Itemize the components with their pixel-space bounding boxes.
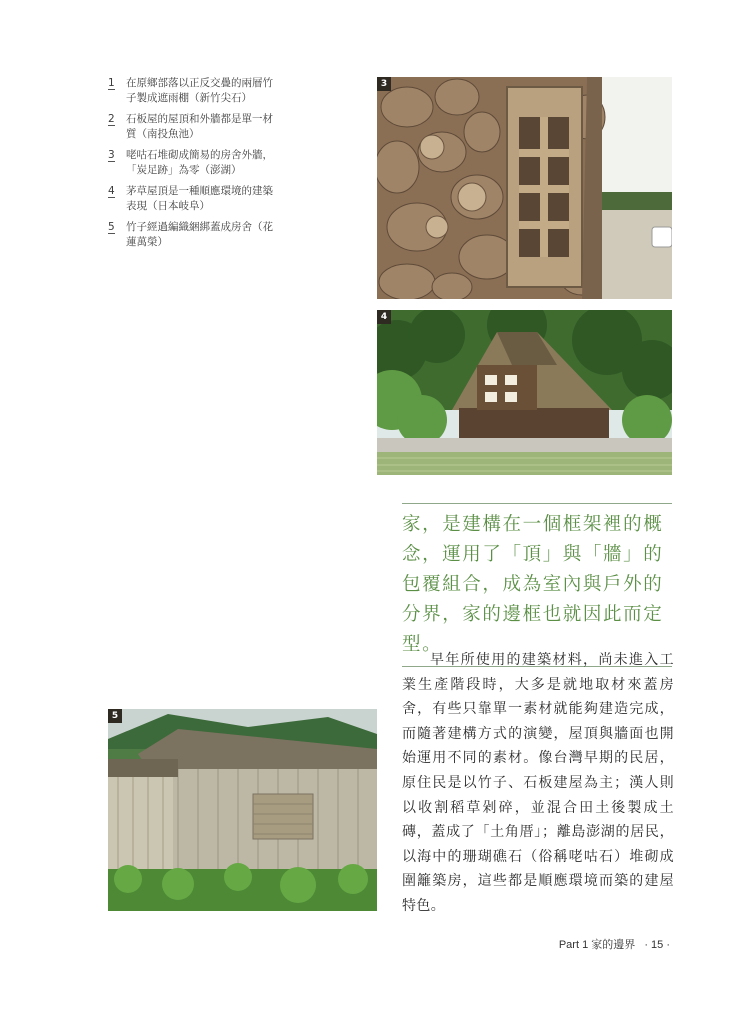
caption-number: 5	[108, 221, 115, 233]
caption-number: 1	[108, 77, 115, 89]
caption-item	[108, 220, 276, 250]
caption-text: 咾咕石堆砌成簡易的房舍外牆，「炭足跡」為零（澎湖）	[126, 149, 273, 176]
page-number: · 15 ·	[644, 939, 670, 951]
pull-quote	[402, 503, 672, 667]
photo-number-badge: 3	[377, 77, 391, 91]
caption-text: 竹子經過編織綑綁蓋成房舍（花蓮萬榮）	[126, 221, 273, 248]
page-footer	[559, 936, 670, 952]
footer-section-title: Part 1 家的邊界	[558, 939, 636, 951]
body-paragraph: 早年所使用的建築材料，尚未進入工業生產階段時，大多是就地取材來蓋房舍，有些只靠單一素材就能夠建造完成，而隨著建構方式的演變，屋頂與牆面也開始運用不同的素材。像台灣早期的民居，原住民是以竹子、石板建屋為主；漢人則以收割稻草剁碎，並混合田土後製成土磚，蓋成了「土角厝」；離島澎湖的居民，以海中的珊瑚礁石（俗稱咾咕石）堆砌成圍籬築房，這些都是順應環境而築的建屋特色。	[402, 652, 674, 914]
photo-bamboo-houses	[108, 709, 377, 911]
photo-number-badge: 5	[108, 709, 122, 723]
coral-wall-illustration	[377, 77, 672, 299]
body-paragraph-container	[402, 648, 674, 919]
caption-item	[108, 76, 276, 106]
pull-quote-text: 家，是建構在一個框架裡的概念，運用了「頂」與「牆」的包覆組合，成為室內與戶外的分界，家的邊框也就因此而定型。	[402, 514, 664, 655]
photo-captions	[108, 76, 276, 256]
caption-item	[108, 184, 276, 214]
caption-text: 茅草屋頂是一種順應環境的建築表現（日本岐阜）	[126, 185, 273, 212]
photo-thatched-roof-house	[377, 310, 672, 475]
thatched-house-illustration	[377, 310, 672, 475]
caption-number: 4	[108, 185, 115, 197]
caption-item	[108, 148, 276, 178]
caption-number: 3	[108, 149, 115, 161]
bamboo-house-illustration	[108, 709, 377, 911]
caption-text: 在原鄉部落以正反交疊的兩層竹子製成遮雨棚（新竹尖石）	[126, 77, 273, 104]
photo-number-badge: 4	[377, 310, 391, 324]
caption-item	[108, 112, 276, 142]
caption-number: 2	[108, 113, 115, 125]
photo-coral-stone-wall	[377, 77, 672, 299]
caption-text: 石板屋的屋頂和外牆都是單一材質（南投魚池）	[126, 113, 273, 140]
